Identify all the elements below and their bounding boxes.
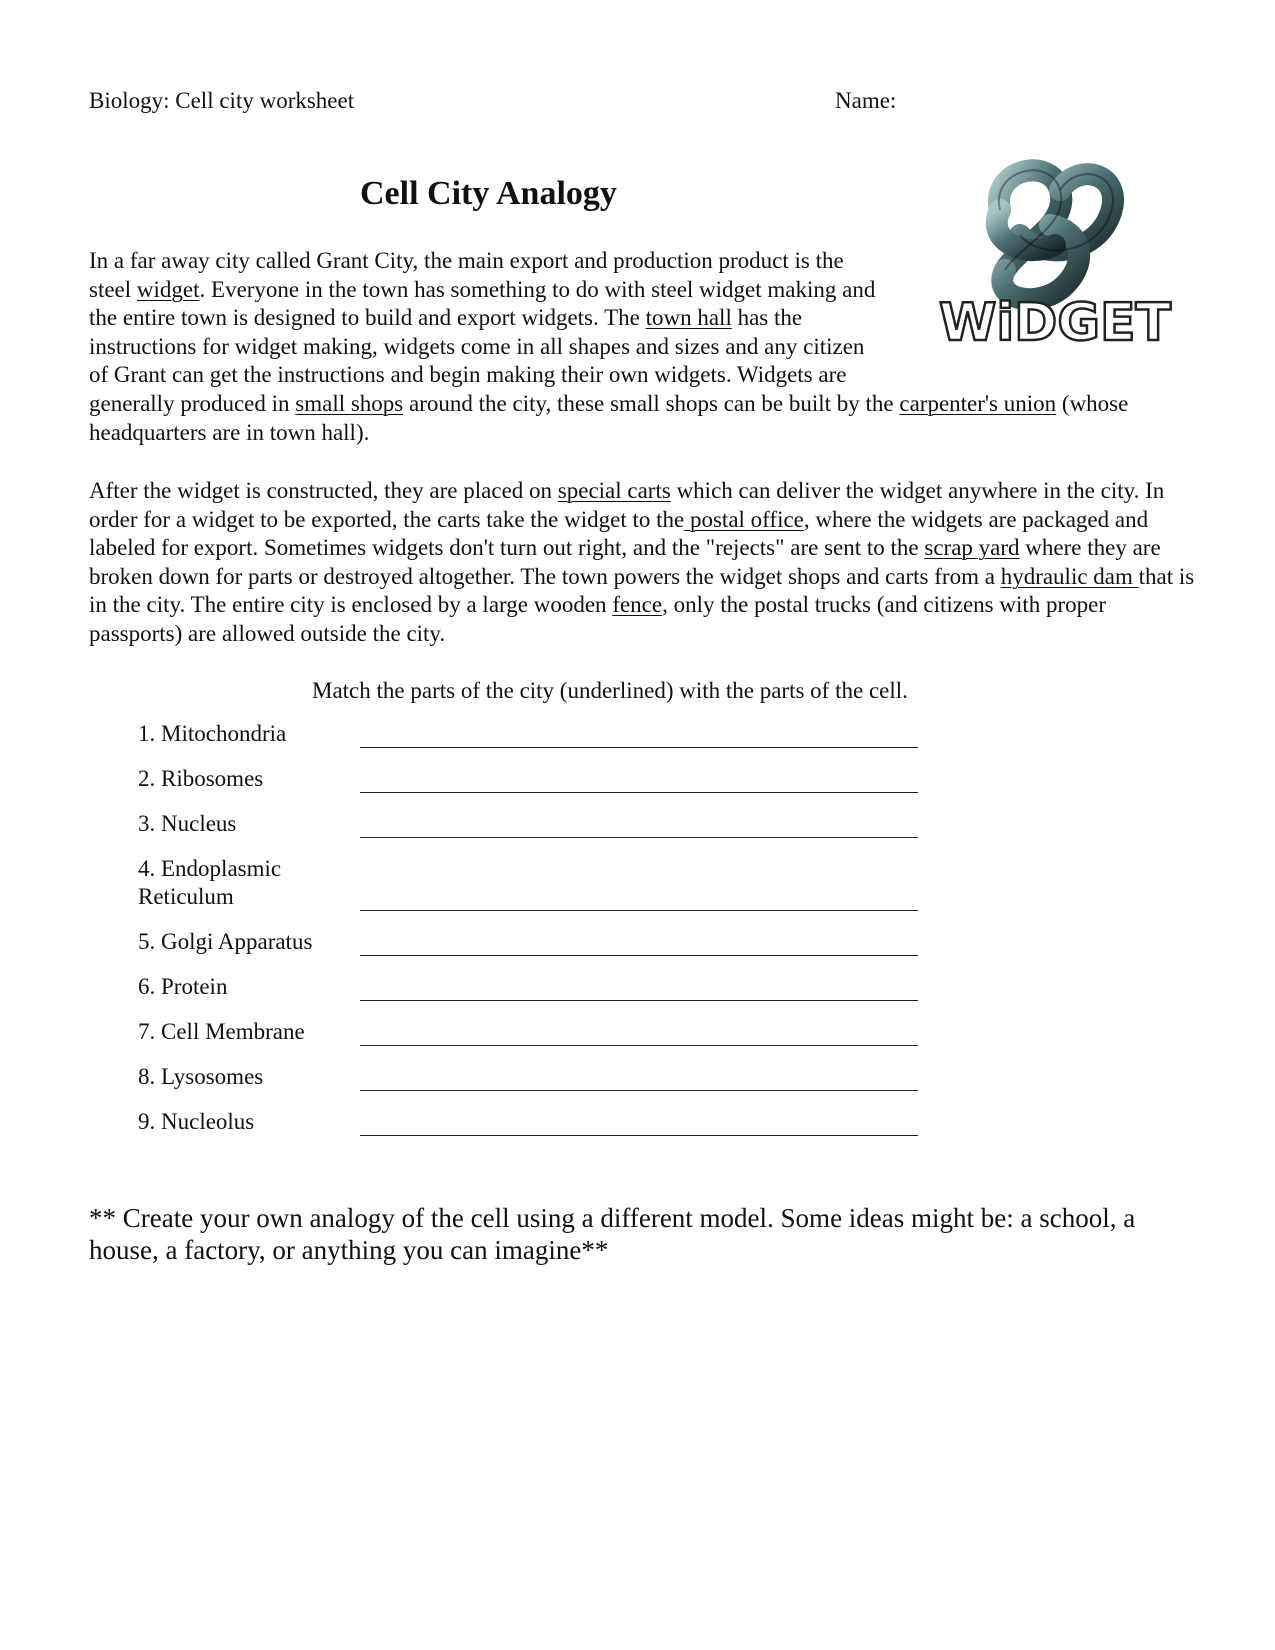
- match-item-lysosomes: 8. Lysosomes: [138, 1061, 938, 1091]
- match-item-mitochondria: 1. Mitochondria: [138, 718, 938, 748]
- course-title: Biology: Cell city worksheet: [89, 88, 355, 113]
- answer-line[interactable]: [360, 955, 918, 956]
- underlined-fence: fence: [612, 592, 663, 618]
- name-label: Name:: [835, 88, 897, 113]
- match-item-nucleus: 3. Nucleus: [138, 808, 938, 838]
- underlined-town-hall: town hall: [645, 305, 732, 331]
- answer-line[interactable]: [360, 1045, 918, 1046]
- match-item-cell-membrane: 7. Cell Membrane: [138, 1016, 938, 1046]
- underlined-special-carts: special carts: [557, 478, 671, 503]
- underlined-hydraulic-dam: hydraulic dam: [1000, 563, 1139, 589]
- answer-line[interactable]: [360, 837, 918, 838]
- underlined-carpenters-union: carpenter's union: [899, 390, 1057, 416]
- answer-line[interactable]: [360, 1000, 918, 1001]
- story-paragraph-1: In a far away city called Grant City, the main export and production product is the steel widget. Everyone in the town has something to do with steel widget making and the entire town is designed to build and export widgets. The town hall has the instructions for widget making, widgets come in all shapes and sizes and any citizen of Grant can get the instructions and begin making their own widgets. Widgets are generally produced in small shops around the city, these small shops can be built by the carpenter's union (whose headquarters are in town hall).: [89, 248, 1129, 445]
- match-item-protein: 6. Protein: [138, 971, 938, 1001]
- match-item-ribosomes: 2. Ribosomes: [138, 763, 938, 793]
- match-instruction: Match the parts of the city (underlined) with the parts of the cell.: [312, 678, 908, 703]
- answer-line[interactable]: [360, 1135, 918, 1136]
- logo-text: WiDGET: [938, 293, 1172, 353]
- page-title: Cell City Analogy: [360, 175, 617, 212]
- match-item-endoplasmic-reticulum: 4. Endoplasmic Reticulum: [138, 853, 938, 911]
- answer-line[interactable]: [360, 910, 918, 911]
- match-item-nucleolus: 9. Nucleolus: [138, 1106, 938, 1136]
- answer-line[interactable]: [360, 1090, 918, 1091]
- answer-line[interactable]: [360, 792, 918, 793]
- underlined-postal-office: postal office: [684, 506, 804, 532]
- closing-prompt: ** Create your own analogy of the cell using a different model. Some ideas might be: a school, a house, a factory, or anything you can imagine**: [89, 1203, 1136, 1265]
- story-paragraph-2: After the widget is constructed, they are placed on special carts which can deliver the widget anywhere in the city. In order for a widget to be exported, the carts take the widget to the postal office, where the widgets are packaged and labeled for export. Sometimes widgets don't turn out right, and the "rejects" are sent to the scrap yard where they are broken down for parts or destroyed altogether. The town powers the widget shops and carts from a hydraulic dam that is in the city. The entire city is enclosed by a large wooden fence, only the postal trucks (and citizens with proper passports) are allowed outside the city.: [89, 478, 1195, 646]
- underlined-small-shops: small shops: [295, 390, 404, 416]
- match-item-golgi-apparatus: 5. Golgi Apparatus: [138, 926, 938, 956]
- answer-line[interactable]: [360, 747, 918, 748]
- underlined-widget: widget: [136, 276, 200, 302]
- underlined-scrap-yard: scrap yard: [924, 535, 1020, 561]
